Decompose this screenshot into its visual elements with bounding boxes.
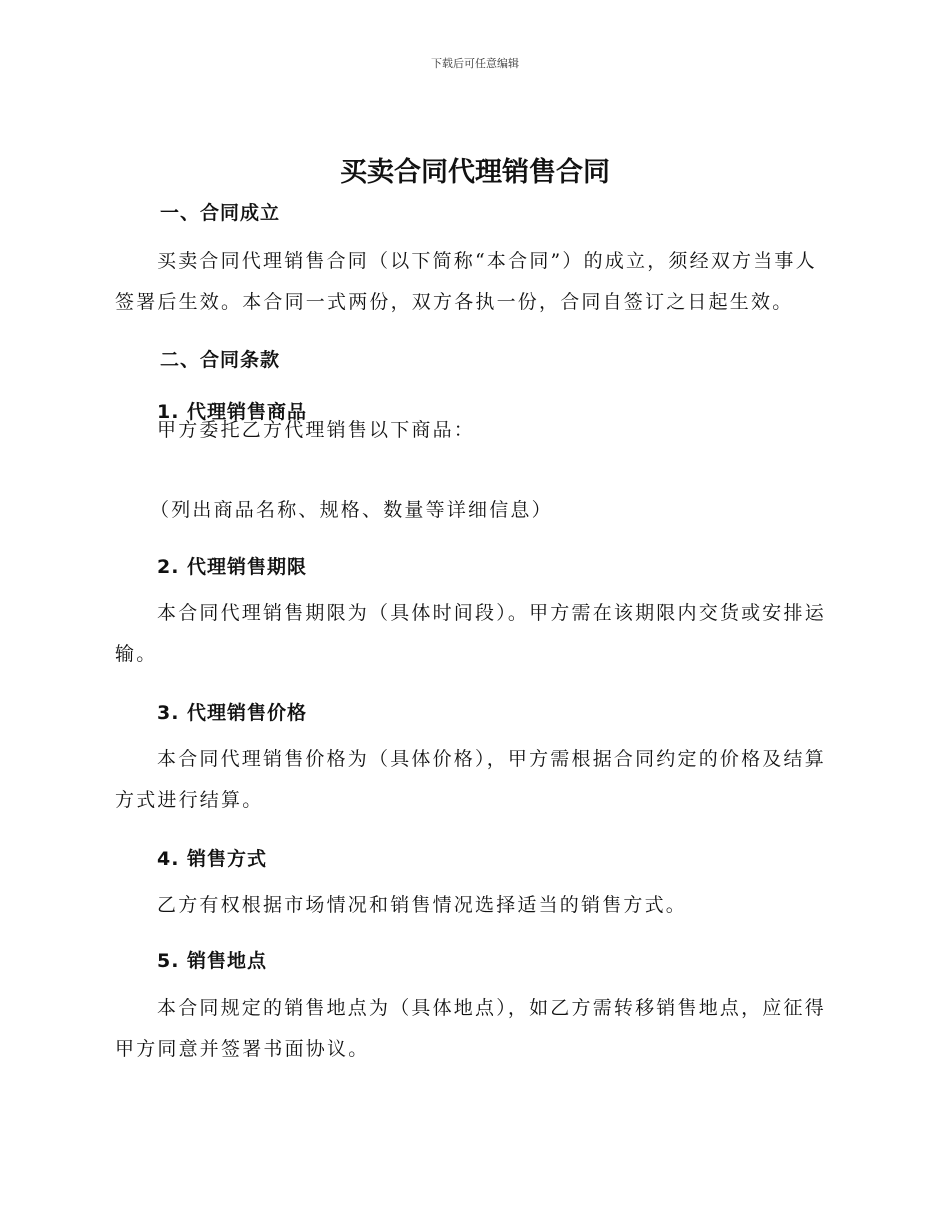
paragraph-location: 本合同规定的销售地点为（具体地点），如乙方需转移销售地点，应征得甲方同意并签署书面协议。 — [115, 997, 826, 1060]
clause-heading-method: 4. 销售方式 — [157, 848, 268, 870]
document-title: 买卖合同代理销售合同 — [340, 157, 610, 188]
clause-heading-period: 2. 代理销售期限 — [157, 556, 308, 578]
section-heading-formation: 一、合同成立 — [160, 202, 281, 224]
paragraph-formation: 买卖合同代理销售合同（以下简称“本合同”）的成立，须经双方当事人签署后生效。本合同一式两份，双方各执一份，合同自签订之日起生效。 — [115, 250, 817, 313]
paragraph-goods-intro: 甲方委托乙方代理销售以下商品： — [157, 419, 476, 441]
paragraph-method: 乙方有权根据市场情况和销售情况选择适当的销售方式。 — [157, 894, 688, 916]
header-note: 下载后可任意编辑 — [431, 57, 519, 70]
paragraph-goods-details: （列出商品名称、规格、数量等详细信息） — [150, 499, 553, 521]
clause-heading-goods: 1. 代理销售商品 — [157, 401, 308, 423]
paragraph-period: 本合同代理销售期限为（具体时间段）。甲方需在该期限内交货或安排运输。 — [115, 602, 826, 665]
clause-heading-location: 5. 销售地点 — [157, 950, 268, 972]
section-heading-terms: 二、合同条款 — [160, 349, 281, 371]
paragraph-price: 本合同代理销售价格为（具体价格），甲方需根据合同约定的价格及结算方式进行结算。 — [115, 748, 826, 811]
clause-heading-price: 3. 代理销售价格 — [157, 702, 308, 724]
